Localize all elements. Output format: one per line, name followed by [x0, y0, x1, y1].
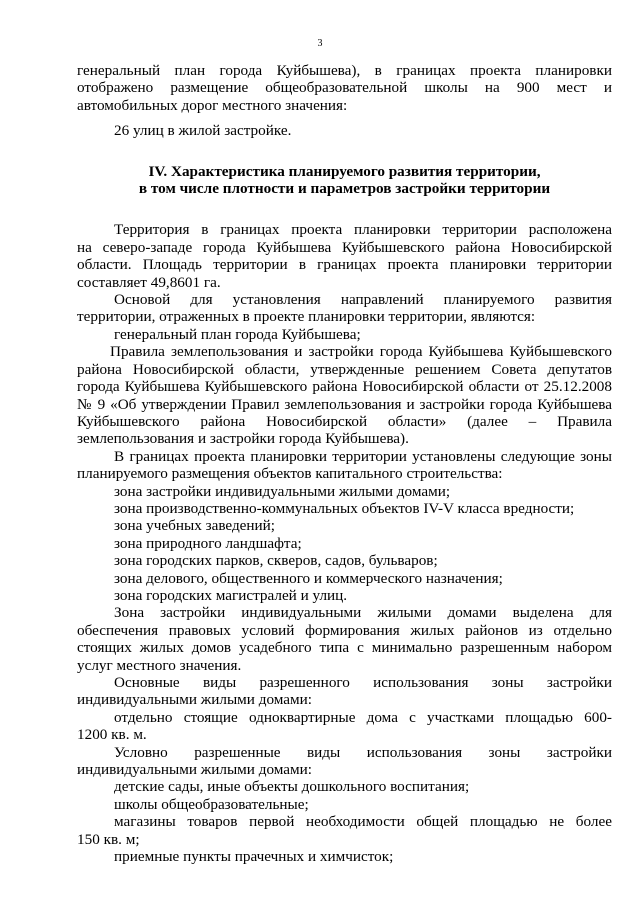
text-line: Зона застройки индивидуальными жилыми домами выделена для: [114, 604, 612, 622]
list-item: зона учебных заведений;: [114, 517, 276, 535]
text-line: района Новосибирской области, утвержденные решением Совета депутатов: [77, 360, 612, 378]
text-line: Правила землепользования и застройки города Куйбышева Куйбышевского: [110, 343, 612, 361]
text-line: Условно разрешенные виды использования зоны застройки: [114, 743, 612, 761]
section-heading: [77, 163, 612, 198]
list-item: зона делового, общественного и коммерческого назначения;: [114, 569, 503, 587]
text-line: автомобильных дорог местного значения:: [77, 96, 348, 114]
text-line: В границах проекта планировки территории установлены следующие зоны: [114, 447, 612, 465]
text-line: Основные виды разрешенного использования зоны застройки: [114, 674, 612, 691]
list-item: магазины товаров первой необходимости общей площадью не более: [114, 813, 612, 831]
page-number: 3: [317, 38, 323, 49]
list-item: отдельно стоящие одноквартирные дома с участками площадью 600-: [114, 708, 612, 726]
list-item: генеральный план города Куйбышева;: [114, 325, 361, 343]
text-line: обеспечения правовых условий формирования жилых районов из отдельно: [77, 621, 612, 639]
text-line: № 9 «Об утверждении Правил землепользования и застройки города Куйбышева: [77, 395, 612, 413]
text-line: отображено размещение общеобразовательной школы на 900 мест и: [77, 79, 612, 97]
text-line: на северо-западе города Куйбышева Куйбышевского района Новосибирской: [77, 238, 612, 256]
text-line: услуг местного значения.: [77, 656, 242, 674]
list-item: зона городских парков, скверов, садов, бульваров;: [114, 552, 438, 570]
list-item: 26 улиц в жилой застройке.: [114, 122, 292, 140]
text-line: 150 кв. м;: [77, 830, 140, 848]
document-body: [77, 62, 612, 865]
list-item: приемные пункты прачечных и химчисток;: [114, 848, 394, 866]
section-heading-line: в том числе плотности и параметров застройки территории: [138, 180, 551, 198]
text-line: Куйбышевского района Новосибирской области» (далее – Правила: [77, 412, 612, 430]
list-item: школы общеобразовательные;: [114, 795, 309, 813]
text-line: землепользования и застройки города Куйбышева).: [77, 430, 409, 448]
text-line: Территория в границах проекта планировки территории расположена: [114, 221, 612, 239]
text-line: индивидуальными жилыми домами:: [77, 691, 312, 709]
list-item: зона городских магистралей и улиц.: [114, 586, 348, 604]
text-line: составляет 49,8601 га.: [77, 273, 221, 291]
list-item: зона производственно-коммунальных объектов IV-V класса вредности;: [114, 499, 575, 517]
list-item: зона застройки индивидуальными жилыми домами;: [114, 482, 451, 500]
text-line: планируемого размещения объектов капитального строительства:: [77, 465, 503, 483]
list-item: детские сады, иные объекты дошкольного воспитания;: [114, 778, 470, 796]
text-line: Основой для установления направлений планируемого развития: [114, 291, 612, 309]
list-item: зона природного ландшафта;: [114, 534, 302, 552]
text-line: индивидуальными жилыми домами:: [77, 761, 312, 779]
text-line: города Куйбышева Куйбышевского района Новосибирской области от 25.12.2008: [77, 378, 612, 396]
section-heading-line: IV. Характеристика планируемого развития территории,: [148, 162, 541, 180]
text-line: области. Площадь территории в границах проекта планировки территории: [77, 256, 612, 274]
text-line: 1200 кв. м.: [77, 726, 147, 744]
text-line: стоящих жилых домов усадебного типа с минимально разрешенным набором: [77, 639, 612, 657]
text-line: генеральный план города Куйбышева), в границах проекта планировки: [77, 62, 612, 79]
text-line: территории, отраженных в проекте планировки территории, являются:: [77, 308, 536, 326]
